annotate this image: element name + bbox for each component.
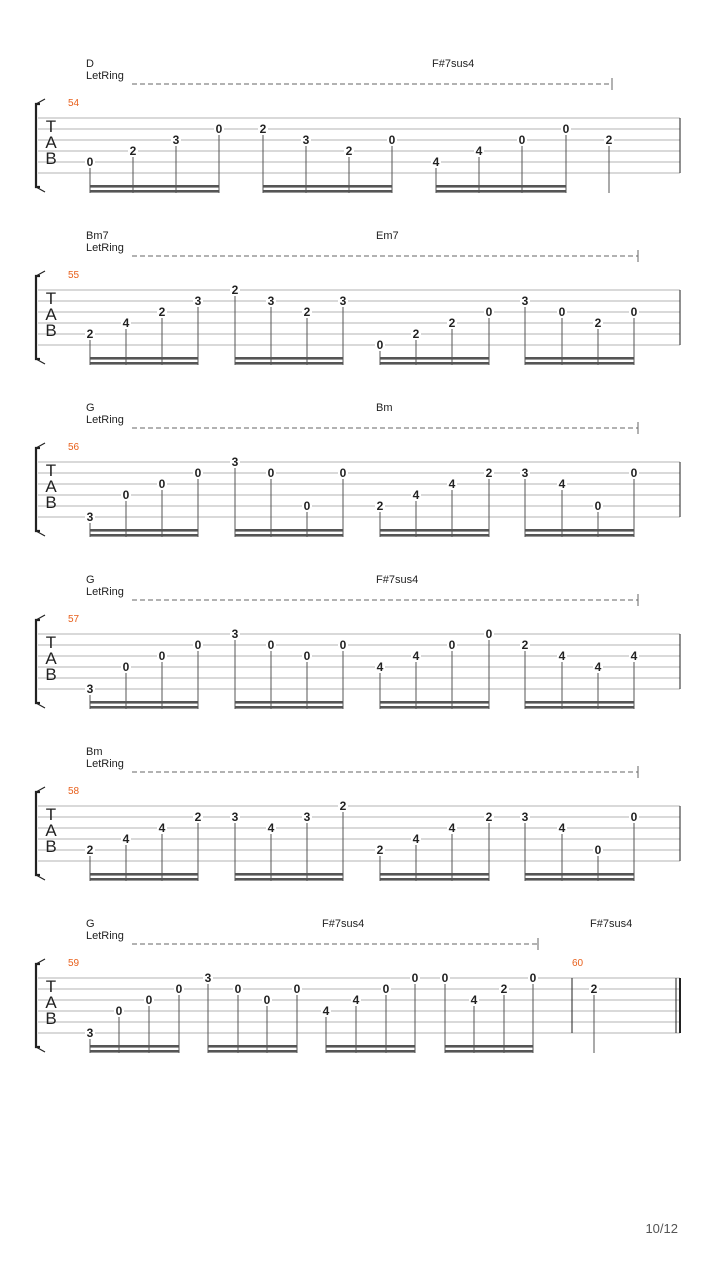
beam xyxy=(436,185,566,188)
beam xyxy=(380,873,489,876)
fret-number: 3 xyxy=(521,294,529,308)
fret-number: 0 xyxy=(594,843,602,857)
beam xyxy=(380,362,489,365)
chord-name: Em7 xyxy=(376,230,399,242)
fret-number: 2 xyxy=(339,799,347,813)
tab-clef-letter: B xyxy=(45,1009,57,1028)
beam xyxy=(90,185,219,188)
fret-number: 0 xyxy=(122,488,130,502)
system-bracket xyxy=(36,620,40,703)
measure-number: 56 xyxy=(68,442,80,453)
fret-number: 2 xyxy=(86,843,94,857)
tab-clef-letter: A xyxy=(45,993,57,1012)
beam xyxy=(380,529,489,532)
page-number: 10/12 xyxy=(645,1221,678,1236)
beam xyxy=(380,534,489,537)
measure-number: 59 xyxy=(68,958,80,969)
fret-number: 4 xyxy=(376,660,384,674)
fret-number: 4 xyxy=(412,649,420,663)
fret-number: 4 xyxy=(475,144,483,158)
beam xyxy=(436,190,566,193)
tab-clef-letter: A xyxy=(45,477,57,496)
fret-number: 4 xyxy=(630,649,638,663)
beam xyxy=(90,190,219,193)
fret-number: 0 xyxy=(518,133,526,147)
fret-number: 2 xyxy=(485,810,493,824)
system-bracket xyxy=(36,964,40,1047)
fret-number: 0 xyxy=(122,660,130,674)
beam xyxy=(445,1050,533,1053)
let-ring-label: LetRing xyxy=(86,586,124,598)
fret-number: 4 xyxy=(158,821,166,835)
fret-number: 4 xyxy=(352,993,360,1007)
tab-clef-letter: A xyxy=(45,133,57,152)
chord-name: Bm xyxy=(86,746,103,758)
fret-number: 0 xyxy=(158,649,166,663)
fret-number: 4 xyxy=(558,821,566,835)
beam xyxy=(90,706,198,709)
system-bracket xyxy=(36,276,40,359)
beam xyxy=(525,529,634,532)
fret-number: 0 xyxy=(529,971,537,985)
system-bracket xyxy=(36,787,45,792)
fret-number: 2 xyxy=(129,144,137,158)
beam xyxy=(90,1050,179,1053)
fret-number: 4 xyxy=(432,155,440,169)
measure-number: 58 xyxy=(68,786,80,797)
system-bracket xyxy=(36,271,45,276)
beam xyxy=(525,878,634,881)
system-bracket xyxy=(36,615,45,620)
fret-number: 2 xyxy=(448,316,456,330)
beam xyxy=(90,1045,179,1048)
beam xyxy=(90,357,198,360)
fret-number: 0 xyxy=(448,638,456,652)
chord-name: F#7sus4 xyxy=(590,918,633,930)
fret-number: 0 xyxy=(234,982,242,996)
beam xyxy=(235,357,343,360)
fret-number: 0 xyxy=(558,305,566,319)
beam xyxy=(380,701,489,704)
beam xyxy=(90,701,198,704)
chord-name: Bm7 xyxy=(86,230,109,242)
fret-number: 4 xyxy=(558,477,566,491)
system-bracket xyxy=(36,531,45,536)
system-bracket xyxy=(36,875,45,880)
fret-number: 0 xyxy=(303,499,311,513)
fret-number: 0 xyxy=(339,638,347,652)
fret-number: 0 xyxy=(263,993,271,1007)
system-bracket xyxy=(36,792,40,875)
tab-clef-letter: A xyxy=(45,305,57,324)
fret-number: 4 xyxy=(412,832,420,846)
fret-number: 4 xyxy=(322,1004,330,1018)
beam xyxy=(90,873,198,876)
fret-number: 0 xyxy=(388,133,396,147)
beam xyxy=(380,878,489,881)
fret-number: 0 xyxy=(630,810,638,824)
chord-name: G xyxy=(86,918,95,930)
beam xyxy=(90,534,198,537)
beam xyxy=(380,706,489,709)
beam xyxy=(90,362,198,365)
beam xyxy=(235,362,343,365)
fret-number: 0 xyxy=(594,499,602,513)
fret-number: 2 xyxy=(376,499,384,513)
system-bracket xyxy=(36,359,45,364)
fret-number: 3 xyxy=(267,294,275,308)
measure-number: 57 xyxy=(68,614,80,625)
tab-clef-letter: A xyxy=(45,821,57,840)
tab-clef-letter: B xyxy=(45,149,57,168)
fret-number: 0 xyxy=(86,155,94,169)
tab-system-57 xyxy=(36,574,680,709)
beam xyxy=(525,706,634,709)
fret-number: 0 xyxy=(293,982,301,996)
fret-number: 0 xyxy=(115,1004,123,1018)
fret-number: 2 xyxy=(605,133,613,147)
fret-number: 3 xyxy=(231,810,239,824)
fret-number: 0 xyxy=(145,993,153,1007)
beam xyxy=(326,1050,415,1053)
beam xyxy=(525,701,634,704)
tab-system-56 xyxy=(36,402,680,537)
fret-number: 2 xyxy=(500,982,508,996)
fret-number: 2 xyxy=(259,122,267,136)
beam xyxy=(525,362,634,365)
beam xyxy=(208,1050,297,1053)
fret-number: 4 xyxy=(267,821,275,835)
chord-name: F#7sus4 xyxy=(376,574,419,586)
beam xyxy=(208,1045,297,1048)
beam xyxy=(90,529,198,532)
fret-number: 3 xyxy=(194,294,202,308)
beam xyxy=(235,706,343,709)
chord-name: G xyxy=(86,574,95,586)
fret-number: 4 xyxy=(470,993,478,1007)
let-ring-label: LetRing xyxy=(86,930,124,942)
tab-clef-letter: A xyxy=(45,649,57,668)
tab-clef-letter: T xyxy=(45,461,57,480)
fret-number: 4 xyxy=(448,477,456,491)
fret-number: 0 xyxy=(485,305,493,319)
system-bracket xyxy=(36,1047,45,1052)
fret-number: 3 xyxy=(521,810,529,824)
fret-number: 0 xyxy=(630,466,638,480)
let-ring-label: LetRing xyxy=(86,242,124,254)
fret-number: 2 xyxy=(194,810,202,824)
tab-clef-letter: B xyxy=(45,321,57,340)
tab-clef-letter: B xyxy=(45,493,57,512)
beam xyxy=(90,878,198,881)
let-ring-label: LetRing xyxy=(86,414,124,426)
fret-number: 0 xyxy=(411,971,419,985)
chord-name: Bm xyxy=(376,402,393,414)
fret-number: 0 xyxy=(382,982,390,996)
measure-number: 54 xyxy=(68,98,80,109)
fret-number: 0 xyxy=(376,338,384,352)
beam xyxy=(380,357,489,360)
fret-number: 4 xyxy=(122,316,130,330)
fret-number: 3 xyxy=(204,971,212,985)
system-bracket xyxy=(36,104,40,187)
fret-number: 0 xyxy=(339,466,347,480)
system-bracket xyxy=(36,99,45,104)
fret-number: 2 xyxy=(303,305,311,319)
system-bracket xyxy=(36,703,45,708)
fret-number: 3 xyxy=(86,510,94,524)
chord-name: D xyxy=(86,58,94,70)
fret-number: 0 xyxy=(215,122,223,136)
tab-system-55 xyxy=(36,230,680,365)
fret-number: 2 xyxy=(376,843,384,857)
fret-number: 2 xyxy=(594,316,602,330)
fret-number: 3 xyxy=(521,466,529,480)
fret-number: 3 xyxy=(302,133,310,147)
fret-number: 0 xyxy=(485,627,493,641)
beam xyxy=(235,529,343,532)
fret-number: 4 xyxy=(412,488,420,502)
beam xyxy=(235,878,343,881)
fret-number: 2 xyxy=(590,982,598,996)
tab-clef-letter: B xyxy=(45,837,57,856)
fret-number: 0 xyxy=(630,305,638,319)
tab-clef-letter: T xyxy=(45,805,57,824)
tab-clef-letter: T xyxy=(45,117,57,136)
tab-clef-letter: T xyxy=(45,977,57,996)
fret-number: 2 xyxy=(86,327,94,341)
fret-number: 4 xyxy=(594,660,602,674)
tab-clef-letter: B xyxy=(45,665,57,684)
fret-number: 2 xyxy=(412,327,420,341)
beam xyxy=(445,1045,533,1048)
fret-number: 0 xyxy=(441,971,449,985)
beam xyxy=(235,534,343,537)
tab-clef-letter: T xyxy=(45,289,57,308)
fret-number: 0 xyxy=(194,638,202,652)
chord-name: F#7sus4 xyxy=(432,58,475,70)
beam xyxy=(525,534,634,537)
fret-number: 0 xyxy=(267,466,275,480)
chord-name: G xyxy=(86,402,95,414)
fret-number: 3 xyxy=(172,133,180,147)
measure-number: 60 xyxy=(572,958,584,969)
fret-number: 3 xyxy=(86,682,94,696)
tab-system-59 xyxy=(36,918,680,1053)
tab-system-54 xyxy=(36,58,680,193)
beam xyxy=(263,190,392,193)
system-bracket xyxy=(36,448,40,531)
fret-number: 0 xyxy=(267,638,275,652)
beam xyxy=(525,357,634,360)
fret-number: 4 xyxy=(558,649,566,663)
chord-name: F#7sus4 xyxy=(322,918,365,930)
fret-number: 2 xyxy=(158,305,166,319)
fret-number: 3 xyxy=(303,810,311,824)
system-bracket xyxy=(36,443,45,448)
beam xyxy=(235,873,343,876)
system-bracket xyxy=(36,187,45,192)
fret-number: 3 xyxy=(231,627,239,641)
let-ring-label: LetRing xyxy=(86,758,124,770)
fret-number: 0 xyxy=(562,122,570,136)
system-bracket xyxy=(36,959,45,964)
fret-number: 4 xyxy=(122,832,130,846)
fret-number: 2 xyxy=(231,283,239,297)
fret-number: 0 xyxy=(175,982,183,996)
fret-number: 0 xyxy=(303,649,311,663)
fret-number: 2 xyxy=(485,466,493,480)
beam xyxy=(263,185,392,188)
beam xyxy=(326,1045,415,1048)
fret-number: 0 xyxy=(158,477,166,491)
measure-number: 55 xyxy=(68,270,80,281)
fret-number: 2 xyxy=(521,638,529,652)
fret-number: 4 xyxy=(448,821,456,835)
fret-number: 3 xyxy=(231,455,239,469)
tab-clef-letter: T xyxy=(45,633,57,652)
beam xyxy=(525,873,634,876)
fret-number: 0 xyxy=(194,466,202,480)
tab-system-58 xyxy=(36,746,680,881)
let-ring-label: LetRing xyxy=(86,70,124,82)
beam xyxy=(235,701,343,704)
fret-number: 2 xyxy=(345,144,353,158)
fret-number: 3 xyxy=(339,294,347,308)
fret-number: 3 xyxy=(86,1026,94,1040)
